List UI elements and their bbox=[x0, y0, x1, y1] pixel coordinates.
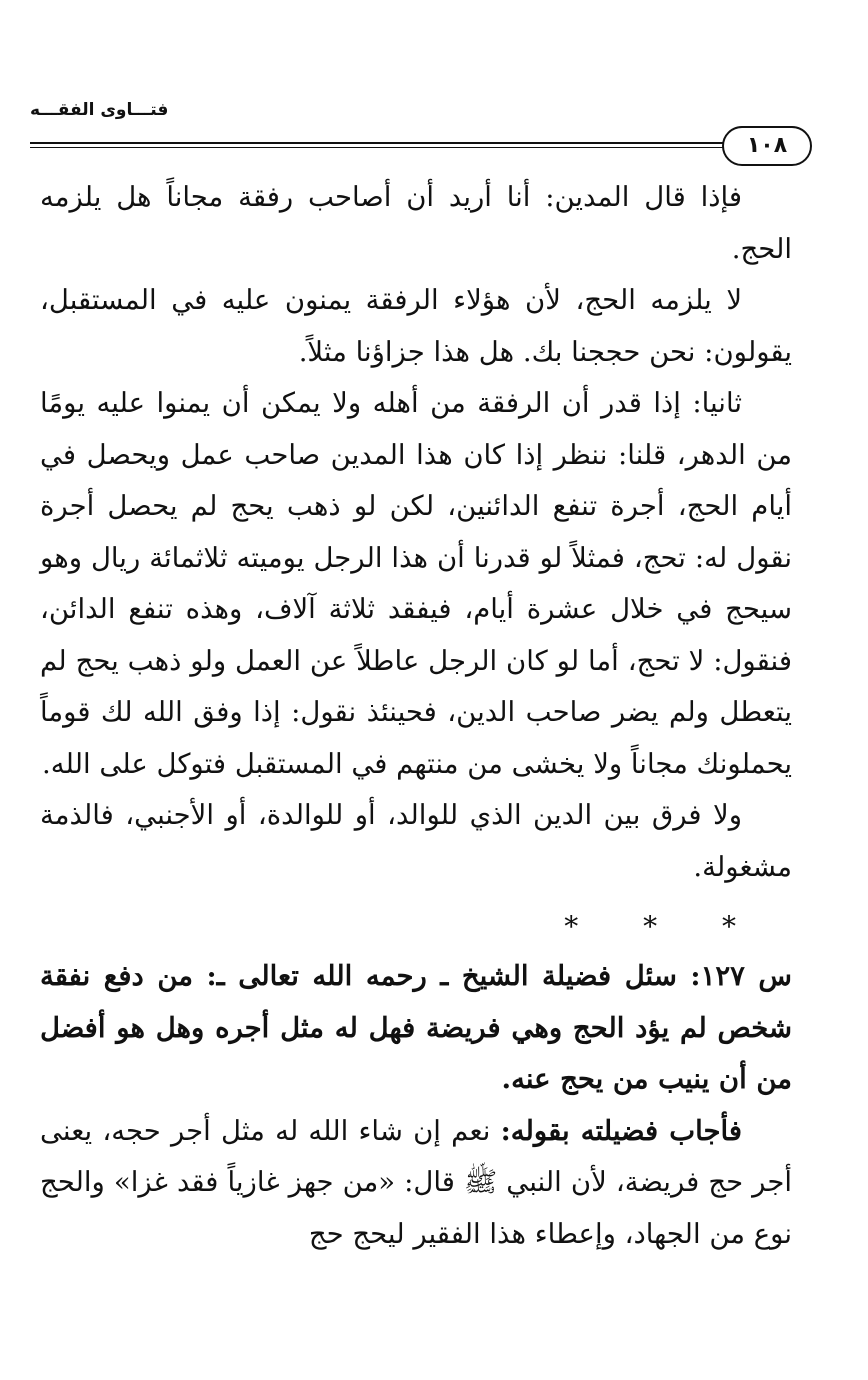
body-text bbox=[40, 172, 792, 1260]
section-separator: * * * bbox=[564, 910, 764, 943]
paragraph: لا يلزمه الحج، لأن هؤلاء الرفقة يمنون عليه في المستقبل، يقولون: نحن حججنا بك. هل هذا جزاؤنا مثلاً. bbox=[40, 284, 792, 368]
running-title: فتـــاوى الفقـــه bbox=[30, 100, 169, 120]
answer-lead: فأجاب فضيلته بقوله: bbox=[500, 1114, 742, 1147]
paragraph: فإذا قال المدين: أنا أريد أن أصاحب رفقة مجاناً هل يلزمه الحج. bbox=[40, 181, 792, 265]
header-rule-thick bbox=[30, 142, 730, 144]
page-number: ١٠٨ bbox=[722, 126, 812, 166]
answer-text: نعم إن شاء الله له مثل أجر حجه، يعنى أجر حج فريضة، لأن النبي ﷺ قال: «من جهز غازياً فقد غزا» والحج نوع من الجهاد، وإعطاء هذا الفقير ليحج حج bbox=[40, 1114, 792, 1250]
paragraph: ولا فرق بين الدين الذي للوالد، أو للوالدة، أو الأجنبي، فالذمة مشغولة. bbox=[40, 799, 792, 883]
paragraph: ثانيا: إذا قدر أن الرفقة من أهله ولا يمكن أن يمنوا عليه يومًا من الدهر، قلنا: ننظر إذا كان هذا المدين صاحب عمل ويحصل في أيام الحج، أجرة تنفع الدائنين، لكن لو ذهب يحج لم يحصل أجرة نقول له: تحج، فمثلاً لو قدرنا أن هذا الرجل يوميته ثلاثمائة ريال وهو سيحج في خلال عشرة أيام، فيفقد ثلاثة آلاف، وهذه تنفع الدائن، فنقول: لا تحج، أما لو كان الرجل عاطلاً عن العمل ولو ذهب يحج لم يتعطل ولم يضر صاحب الدين، فحينئذ نقول: إذا وفق الله لك قوماً يحملونك مجاناً ولا يخشى من منتهم في المستقبل فتوكل على الله. bbox=[40, 387, 792, 780]
answer-paragraph bbox=[40, 1106, 792, 1261]
question-paragraph: س ١٢٧: سئل فضيلة الشيخ ـ رحمه الله تعالى ـ: من دفع نفقة شخص لم يؤد الحج وهي فريضة فهل له مثل أجره وهل هو أفضل من أن ينيب من يحج عنه. bbox=[40, 960, 793, 1095]
header-rule bbox=[30, 142, 730, 150]
header-rule-thin bbox=[30, 147, 730, 148]
